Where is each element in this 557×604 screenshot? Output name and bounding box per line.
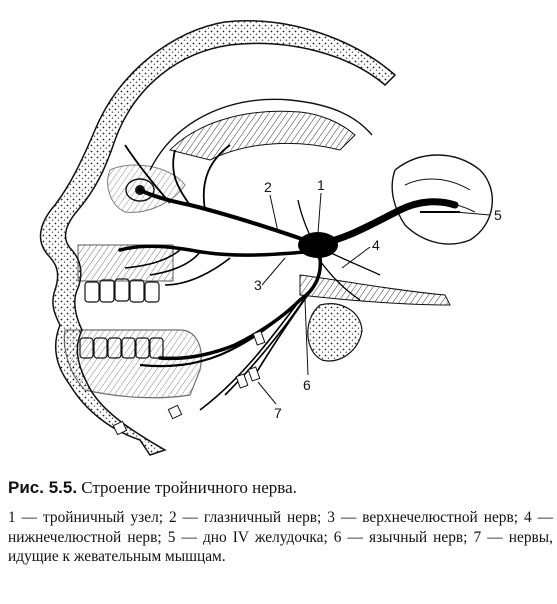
label-1: 1 <box>317 177 325 193</box>
caption-legend: 1 — тройничный узел; 2 — глазничный нерв; 3 — верхнечелюстной нерв; 4 — нижнечелюстной нерв; 5 — дно IV желудочка; 6 — язычный нерв; 7 — нервы, идущие к жевательным мышцам. <box>8 509 553 565</box>
label-3: 3 <box>254 277 262 293</box>
skull-base <box>300 275 450 305</box>
caption-figure-number: Рис. 5.5. <box>8 478 78 497</box>
label-7: 7 <box>274 405 282 421</box>
label-5: 5 <box>494 207 502 223</box>
caption-title-text: Строение тройничного нерва. <box>81 478 297 497</box>
figure-caption <box>8 478 553 567</box>
upper-teeth <box>85 279 159 302</box>
label-2: 2 <box>264 179 272 195</box>
salivary-gland <box>308 304 362 361</box>
label-6: 6 <box>303 377 311 393</box>
label-4: 4 <box>372 237 380 253</box>
caption-title <box>8 478 553 498</box>
